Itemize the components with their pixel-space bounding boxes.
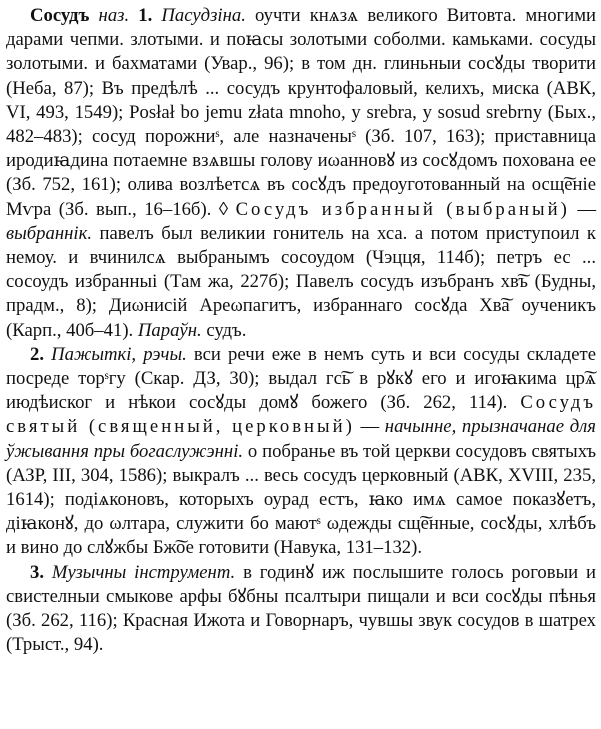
subentry-citations: павелъ был великии гонитель на хса. а потом приступоил к немоу. и вчинилсѧ выбранымъ сосоудом (Чэцця, 114б); петръ ес ... сосоудъ избранныі (Там жа, 227б); Павелъ сосудъ изъбранъ хв͠ъ (Будны, прадм., 8); Диωнисій Ареωпагитъ, избраннаго сосꙋда Хв͠а оученикъ (Карп., 40б–41). xyxy=(6,222,596,341)
sense-3-paragraph xyxy=(6,561,596,658)
citations: в годинꙋ иж послышите голось роговыи и свистелныи смыкове арфы бꙋбны псалтыри пищали и вси сосꙋды пѣнья (Зб. 262, 116); Красная Ижота и Говорнаръ, чувшы звук сосудов в шатрех (Трыст., 94). xyxy=(6,561,597,656)
subentry-gloss: начынне, прызначанае для ўжывання пры богаслужэнні. xyxy=(6,416,596,462)
sense-1-paragraph xyxy=(6,4,596,343)
sense-gloss: Пасудзіна. xyxy=(161,5,246,26)
cross-reference: судъ. xyxy=(206,319,247,341)
headword: Сосудъ xyxy=(30,5,90,26)
cross-reference-label: Параўн. xyxy=(137,319,202,341)
subentry-phrase: Сосудъ святый (священный, церковный) xyxy=(6,392,596,438)
sense-gloss: Музычны інструмент. xyxy=(51,561,236,583)
subentry-citations: о побранье въ той церкви сосудовъ святыхъ (АЗР, III, 304, 1586); выкралъ ... весь сосудъ церковный (АВК, XVIII, 235, 1614); подіѧконовъ, которыхъ оурад естъ, ꙗко имѧ самое показꙋетъ, діꙗконꙋ, до ωлтара, служити бо маютˢ ωдежды сщ͠енные, сосꙋды, хлѣбъ и вино до слꙋжбы Бж͠ое готовити (Навука, 131–132). xyxy=(6,440,597,559)
subentry-dash: — xyxy=(569,198,597,220)
subentry-phrase: Сосудъ избранный (выбраный) xyxy=(235,198,570,220)
subentry-marker: ◊ xyxy=(218,198,229,220)
subentry-gloss: выбраннік. xyxy=(6,222,93,244)
sense-number: 2. xyxy=(30,343,45,365)
sense-number: 3. xyxy=(30,561,45,583)
citations: вси речи еже в немъ суть и вси сосуды складете посреде торˢгу (Скар. ДЗ, 30); выдал гс͠ь в рꙋкꙋ его и игоꙗкима цр͠ѧ июдѣиског и нѣкои сосꙋды домꙋ божего (Зб. 262, 114). xyxy=(6,343,597,414)
citations: оучти кнѧзѧ великого Витовта. многими дарами чепми. злотыми. и поꙗсы золотыми соболми. камьками. сосуды золотыми. и бахматами (Увар., 96); в том дн. глиньныи сосꙋды творити (Неба, 87); Въ предѣлѣ ... сосудъ крунтофаловый, келихъ, миска (АВК, VI, 493, 1549); Posłał bo jemu złata mnoho, y srebra, y sosud srebrny (Бых., 482–483); сосуд порожниˢ, але назначеныˢ (Зб. 107, 163); приставница иродиꙗдина потаемне взѧвшы голову иωанновꙋ из сосꙋдомъ похована ее (Зб. 752, 161); олива возлѣетсѧ въ сосꙋдъ предоуготованный на осщ͠еніе Мѵра (Зб. вып., 16–16б). xyxy=(6,5,597,220)
sense-number: 1. xyxy=(138,5,153,26)
sense-gloss: Пажыткі, рэчы. xyxy=(51,343,187,365)
sense-2-paragraph xyxy=(6,343,596,561)
grammar-label: наз. xyxy=(98,5,130,26)
subentry-dash: — xyxy=(354,416,385,438)
